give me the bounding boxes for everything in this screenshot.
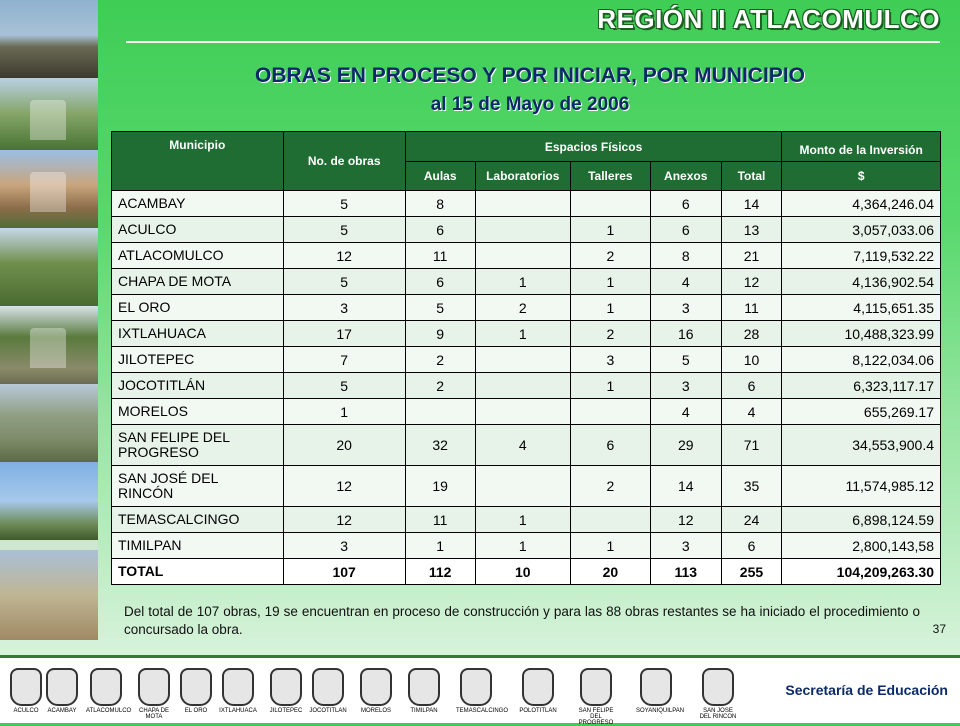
logo-chapa-de-mota <box>134 668 174 720</box>
cell-labs: 1 <box>475 321 570 347</box>
logo-caption: SAN JOSE DEL RINCON <box>699 708 737 720</box>
logo-caption: TEMASCALCINGO <box>456 708 509 714</box>
cell-labs: 1 <box>475 269 570 295</box>
cell-anexos: 12 <box>650 507 721 533</box>
cell-municipio: EL ORO <box>112 295 284 321</box>
cell-monto: 4,364,246.04 <box>782 191 941 217</box>
timilpan-emblem-icon <box>408 668 440 706</box>
photo-strip <box>0 0 98 640</box>
logo-soyaniquilpan <box>636 668 685 714</box>
logo-caption: JILOTEPEC <box>269 708 303 714</box>
cell-municipio: ACULCO <box>112 217 284 243</box>
photo-road <box>0 0 98 78</box>
cell-aulas: 112 <box>405 559 475 585</box>
col-monto-unit: $ <box>782 162 941 191</box>
cell-total: 71 <box>721 425 782 466</box>
photo-hills <box>0 550 98 640</box>
total-row <box>112 559 941 585</box>
cell-talleres: 6 <box>570 425 650 466</box>
cell-municipio: JILOTEPEC <box>112 347 284 373</box>
cell-monto: 6,898,124.59 <box>782 507 941 533</box>
cell-talleres: 2 <box>570 321 650 347</box>
cell-anexos: 113 <box>650 559 721 585</box>
table-row <box>112 321 941 347</box>
cell-anexos: 6 <box>650 217 721 243</box>
cell-talleres <box>570 191 650 217</box>
cell-aulas: 19 <box>405 466 475 507</box>
cell-monto: 34,553,900.4 <box>782 425 941 466</box>
cell-aulas: 5 <box>405 295 475 321</box>
cell-monto: 4,115,651.35 <box>782 295 941 321</box>
cell-talleres <box>570 507 650 533</box>
table-row <box>112 533 941 559</box>
page-subtitle: al 15 de Mayo de 2006 <box>430 94 630 115</box>
table-row <box>112 269 941 295</box>
col-no-obras: No. de obras <box>283 132 405 191</box>
logo-morelos <box>356 668 396 714</box>
cell-monto: 4,136,902.54 <box>782 269 941 295</box>
logo-caption: SAN FELIPE DEL PROGRESO <box>578 708 614 726</box>
col-monto: Monto de la Inversión <box>782 132 941 162</box>
cell-total: 28 <box>721 321 782 347</box>
logo-ixtlahuaca <box>218 668 258 714</box>
san-jose-emblem-icon <box>702 668 734 706</box>
logo-temascalcingo <box>456 668 509 714</box>
morelos-emblem-icon <box>360 668 392 706</box>
table-row <box>112 466 941 507</box>
cell-monto: 7,119,532.22 <box>782 243 941 269</box>
table-row <box>112 425 941 466</box>
cell-obras: 3 <box>283 295 405 321</box>
cell-aulas: 1 <box>405 533 475 559</box>
cell-anexos: 5 <box>650 347 721 373</box>
logo-el-oro <box>176 668 216 714</box>
cell-total: 21 <box>721 243 782 269</box>
footnote: Del total de 107 obras, 19 se encuentran en proceso de construcción y para las 88 obras restantes se ha iniciado el procedimiento o concursado la obra. <box>124 604 920 637</box>
logo-san-felipe-del-progreso <box>576 668 616 726</box>
works-table <box>111 131 941 585</box>
cell-aulas: 2 <box>405 373 475 399</box>
table-row <box>112 347 941 373</box>
atlacomulco-emblem-icon <box>90 668 122 706</box>
cell-obras: 5 <box>283 191 405 217</box>
cell-monto: 8,122,034.06 <box>782 347 941 373</box>
cell-obras: 5 <box>283 269 405 295</box>
cell-obras: 12 <box>283 507 405 533</box>
cell-talleres: 20 <box>570 559 650 585</box>
church-shape <box>30 172 66 212</box>
cell-municipio: TEMASCALCINGO <box>112 507 284 533</box>
page-number: 37 <box>932 622 946 636</box>
cell-talleres: 2 <box>570 243 650 269</box>
col-talleres: Talleres <box>570 162 650 191</box>
chapa-de-mota-emblem-icon <box>138 668 170 706</box>
cell-talleres: 2 <box>570 466 650 507</box>
photo-church <box>0 150 98 228</box>
table-row <box>112 507 941 533</box>
cell-aulas: 2 <box>405 347 475 373</box>
polotitlan-emblem-icon <box>522 668 554 706</box>
cell-monto: 3,057,033.06 <box>782 217 941 243</box>
cell-total: 6 <box>721 533 782 559</box>
soyaniquilpan-emblem-icon <box>640 668 672 706</box>
table-row <box>112 191 941 217</box>
cell-aulas: 6 <box>405 269 475 295</box>
cell-aulas: 11 <box>405 243 475 269</box>
col-municipio: Municipio <box>112 132 284 191</box>
logo-caption: SOYANIQUILPAN <box>636 708 685 714</box>
logo-timilpan <box>404 668 444 714</box>
cell-aulas: 8 <box>405 191 475 217</box>
cell-total: 11 <box>721 295 782 321</box>
cell-municipio: TOTAL <box>112 559 284 585</box>
cell-anexos: 3 <box>650 533 721 559</box>
cell-talleres: 1 <box>570 295 650 321</box>
cell-anexos: 3 <box>650 373 721 399</box>
table-row <box>112 295 941 321</box>
cell-labs: 2 <box>475 295 570 321</box>
cell-labs <box>475 399 570 425</box>
temascalcingo-emblem-icon <box>460 668 492 706</box>
table-row <box>112 243 941 269</box>
cell-municipio: ATLACOMULCO <box>112 243 284 269</box>
jilotepec-emblem-icon <box>270 668 302 706</box>
cell-monto: 10,488,323.99 <box>782 321 941 347</box>
col-laboratorios: Laboratorios <box>475 162 570 191</box>
cell-anexos: 3 <box>650 295 721 321</box>
col-aulas: Aulas <box>405 162 475 191</box>
cell-obras: 17 <box>283 321 405 347</box>
cell-obras: 7 <box>283 347 405 373</box>
region-title: REGIÓN II ATLACOMULCO <box>597 4 940 34</box>
cell-monto: 655,269.17 <box>782 399 941 425</box>
cell-labs <box>475 347 570 373</box>
cell-municipio: SAN FELIPE DEL PROGRESO <box>112 425 284 466</box>
logo-caption: EL ORO <box>184 708 208 714</box>
cell-municipio: JOCOTITLÁN <box>112 373 284 399</box>
cell-anexos: 6 <box>650 191 721 217</box>
logo-san-jose-del-rincon <box>698 668 738 720</box>
col-total: Total <box>721 162 782 191</box>
kiosk-shape <box>30 328 66 368</box>
logo-aculco <box>6 668 46 714</box>
logo-caption: IXTLAHUACA <box>219 708 257 714</box>
logo-caption: ACAMBAY <box>47 708 77 714</box>
cell-total: 35 <box>721 466 782 507</box>
cell-anexos: 4 <box>650 269 721 295</box>
cell-total: 4 <box>721 399 782 425</box>
logo-polotitlan <box>518 668 558 714</box>
logo-caption: CHAPA DE MOTA <box>139 708 169 720</box>
photo-town <box>0 384 98 462</box>
cell-talleres: 1 <box>570 269 650 295</box>
logo-caption: TIMILPAN <box>410 708 438 714</box>
photo-kiosk <box>0 306 98 384</box>
cell-anexos: 8 <box>650 243 721 269</box>
table-row <box>112 399 941 425</box>
table-row <box>112 217 941 243</box>
cell-labs <box>475 466 570 507</box>
logo-caption: MORELOS <box>360 708 391 714</box>
logo-jocotitlan <box>308 668 348 714</box>
cell-labs: 1 <box>475 507 570 533</box>
cell-labs <box>475 373 570 399</box>
cell-obras: 20 <box>283 425 405 466</box>
arch-shape <box>30 100 66 140</box>
logo-acambay <box>42 668 82 714</box>
logo-caption: ACULCO <box>13 708 39 714</box>
cell-aulas: 32 <box>405 425 475 466</box>
jocotitlan-emblem-icon <box>312 668 344 706</box>
cell-total: 13 <box>721 217 782 243</box>
photo-plaza <box>0 228 98 306</box>
cell-monto: 6,323,117.17 <box>782 373 941 399</box>
logo-caption: ATLACOMULCO <box>86 708 132 714</box>
secretaria-label: Secretaría de Educación <box>785 682 948 698</box>
cell-obras: 5 <box>283 217 405 243</box>
cell-talleres <box>570 399 650 425</box>
cell-municipio: MORELOS <box>112 399 284 425</box>
cell-talleres: 1 <box>570 533 650 559</box>
cell-monto: 2,800,143,58 <box>782 533 941 559</box>
cell-monto: 11,574,985.12 <box>782 466 941 507</box>
cell-total: 12 <box>721 269 782 295</box>
acambay-emblem-icon <box>46 668 78 706</box>
cell-obras: 3 <box>283 533 405 559</box>
cell-aulas: 11 <box>405 507 475 533</box>
cell-aulas <box>405 399 475 425</box>
cell-anexos: 29 <box>650 425 721 466</box>
cell-anexos: 4 <box>650 399 721 425</box>
cell-monto: 104,209,263.30 <box>782 559 941 585</box>
logo-caption: POLOTITLAN <box>519 708 557 714</box>
cell-labs: 4 <box>475 425 570 466</box>
logo-atlacomulco <box>86 668 132 714</box>
cell-total: 14 <box>721 191 782 217</box>
title-rule <box>126 41 940 43</box>
cell-aulas: 9 <box>405 321 475 347</box>
cell-municipio: IXTLAHUACA <box>112 321 284 347</box>
cell-obras: 1 <box>283 399 405 425</box>
logo-jilotepec <box>266 668 306 714</box>
cell-labs <box>475 217 570 243</box>
cell-obras: 12 <box>283 466 405 507</box>
cell-labs <box>475 191 570 217</box>
cell-talleres: 1 <box>570 217 650 243</box>
col-espacios: Espacios Físicos <box>405 132 782 162</box>
cell-municipio: ACAMBAY <box>112 191 284 217</box>
logo-caption: JOCOTITLAN <box>309 708 347 714</box>
photo-arch <box>0 78 98 156</box>
cell-municipio: TIMILPAN <box>112 533 284 559</box>
cell-total: 10 <box>721 347 782 373</box>
cell-obras: 5 <box>283 373 405 399</box>
cell-anexos: 16 <box>650 321 721 347</box>
cell-talleres: 1 <box>570 373 650 399</box>
col-anexos: Anexos <box>650 162 721 191</box>
cell-total: 6 <box>721 373 782 399</box>
cell-obras: 12 <box>283 243 405 269</box>
cell-labs <box>475 243 570 269</box>
cell-labs: 10 <box>475 559 570 585</box>
cell-obras: 107 <box>283 559 405 585</box>
cell-municipio: CHAPA DE MOTA <box>112 269 284 295</box>
page-title: OBRAS EN PROCESO Y POR INICIAR, POR MUNICIPIO <box>255 64 805 87</box>
aculco-emblem-icon <box>10 668 42 706</box>
cell-total: 255 <box>721 559 782 585</box>
cell-labs: 1 <box>475 533 570 559</box>
cell-municipio: SAN JOSÉ DEL RINCÓN <box>112 466 284 507</box>
cell-anexos: 14 <box>650 466 721 507</box>
cell-total: 24 <box>721 507 782 533</box>
table-row <box>112 373 941 399</box>
footer-bar <box>0 655 960 726</box>
cell-talleres: 3 <box>570 347 650 373</box>
photo-tower <box>0 462 98 540</box>
el-oro-emblem-icon <box>180 668 212 706</box>
cell-aulas: 6 <box>405 217 475 243</box>
san-felipe-emblem-icon <box>580 668 612 706</box>
ixtlahuaca-emblem-icon <box>222 668 254 706</box>
